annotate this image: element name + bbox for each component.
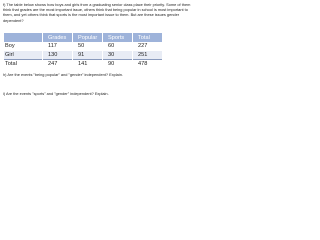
cell-boy-total: 227 (133, 42, 163, 51)
cell-total-grades: 247 (43, 60, 73, 69)
cell-total-popular: 141 (73, 60, 103, 69)
cell-total-total: 478 (133, 60, 163, 69)
table-row-total (4, 60, 163, 69)
cell-girl-sports: 30 (103, 51, 133, 60)
cell-total-sports: 90 (103, 60, 133, 69)
cell-boy-popular: 50 (73, 42, 103, 51)
row-label: Boy (4, 42, 43, 51)
cell-boy-grades: 117 (43, 42, 73, 51)
cell-boy-sports: 60 (103, 42, 133, 51)
header-corner (4, 33, 43, 42)
table-row-boy (4, 42, 163, 51)
priority-table (4, 33, 163, 69)
header-total: Total (133, 33, 163, 42)
header-popular: Popular (73, 33, 103, 42)
question-h: h) Are the events "being popular" and "gender" independent? Explain. (3, 72, 123, 77)
problem-statement: f) The table below shows how boys and girls from a graduating senior class place their priority. Some of them think that grades are the most important issue, others think that being popular in school is most important to them, and yet others think that sports is the most important issue to them. But are these issues gender dependent? (3, 2, 191, 23)
table-header-row (4, 33, 163, 42)
header-sports: Sports (103, 33, 133, 42)
table-row-girl (4, 51, 163, 60)
cell-girl-grades: 130 (43, 51, 73, 60)
question-i: i) Are the events "sports" and "gender" independent? Explain. (3, 91, 109, 96)
header-grades: Grades (43, 33, 73, 42)
row-label: Girl (4, 51, 43, 60)
cell-girl-popular: 91 (73, 51, 103, 60)
cell-girl-total: 251 (133, 51, 163, 60)
row-label: Total (4, 60, 43, 69)
